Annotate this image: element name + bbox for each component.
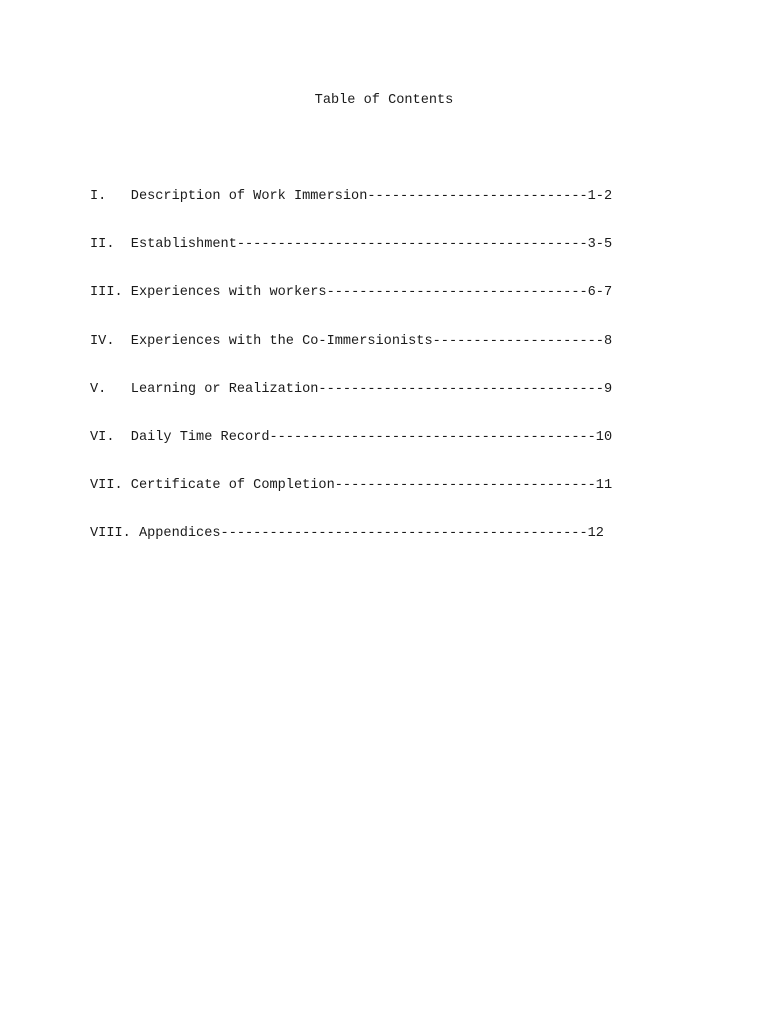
toc-entry-numeral: V.	[90, 381, 131, 397]
toc-entry-title: Experiences with the Co-Immersionists	[130, 333, 433, 349]
toc-entry-page: 3-5	[587, 237, 613, 253]
toc-entry	[90, 284, 680, 332]
toc-entry-title: Description of Work Immersion	[130, 189, 368, 204]
toc-entry-page: 9	[603, 381, 613, 397]
toc-entry-numeral: VIII.	[90, 526, 139, 542]
toc-entry	[90, 525, 680, 573]
toc-entry-title: Appendices	[138, 526, 221, 542]
toc-entry	[90, 333, 680, 381]
toc-entry-numeral: IV.	[90, 333, 131, 349]
toc-entry-leader: -----------------------------------	[318, 381, 604, 397]
toc-entry	[90, 236, 680, 284]
toc-entry-leader: -------------------------------------------	[236, 237, 588, 253]
toc-entry-page: 8	[603, 333, 613, 349]
toc-entry-title: Experiences with workers	[130, 285, 327, 301]
toc-entry-leader: ----------------------------------------	[269, 429, 596, 445]
toc-entry-numeral: II.	[90, 237, 131, 253]
toc-list	[90, 188, 680, 574]
toc-entry-leader: --------------------------------	[334, 478, 596, 494]
toc-entry-page: 1-2	[587, 189, 613, 204]
toc-entry-numeral: VI.	[90, 429, 131, 445]
toc-entry-leader: ---------------------------------------------	[220, 526, 588, 542]
toc-entry-page: 12	[587, 526, 604, 542]
toc-entry-leader: --------------------------------	[326, 285, 588, 301]
toc-entry-leader: ---------------------------	[367, 189, 588, 204]
toc-entry-title: Learning or Realization	[130, 381, 319, 397]
toc-entry-page: 11	[595, 478, 613, 494]
toc-entry	[90, 477, 680, 525]
toc-entry-numeral: VII.	[90, 478, 131, 494]
toc-entry-page: 10	[595, 429, 613, 445]
toc-entry	[90, 188, 680, 236]
toc-entry-title: Establishment	[130, 237, 237, 253]
toc-entry-page: 6-7	[587, 285, 613, 301]
toc-entry-leader: ---------------------	[432, 333, 604, 349]
toc-heading: Table of Contents	[314, 93, 454, 108]
toc-entry	[90, 381, 680, 429]
toc-entry-numeral: I.	[90, 189, 131, 204]
toc-entry-title: Certificate of Completion	[130, 478, 335, 494]
toc-entry	[90, 429, 680, 477]
toc-entry-numeral: III.	[90, 285, 131, 301]
toc-entry-title: Daily Time Record	[130, 429, 270, 445]
